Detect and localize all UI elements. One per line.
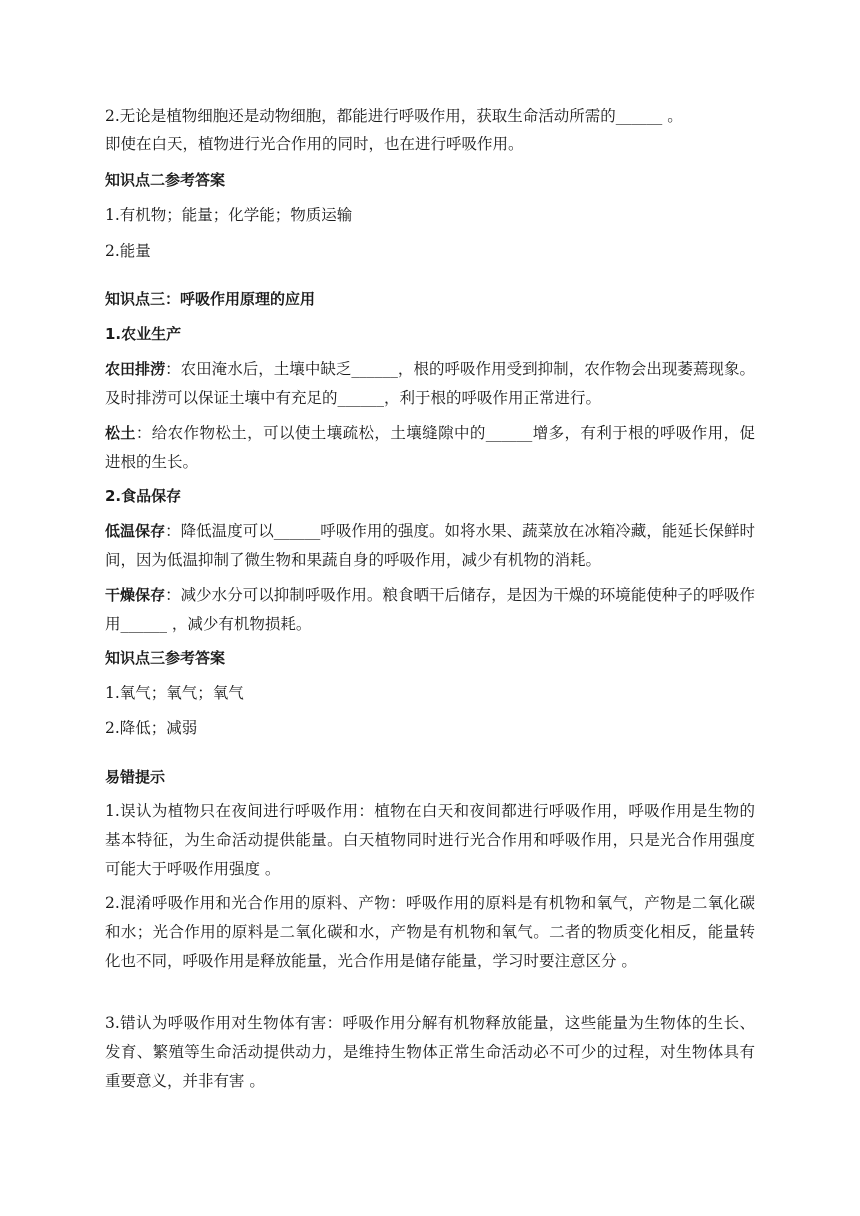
tip-1: 1.误认为植物只在夜间进行呼吸作用：植物在白天和夜间都进行呼吸作用，呼吸作用是生物的基本特征，为生命活动提供能量。白天植物同时进行光合作用和呼吸作用，只是光合作用强度可能大于呼吸作用强度 。 (105, 802, 755, 878)
paragraph-dry-storage (105, 581, 755, 639)
section2-answer-1: 1.有机物；能量；化学能；物质运输 (105, 206, 353, 224)
section3-answer-1: 1.氧气；氧气；氧气 (105, 684, 244, 702)
low-temp-text: ：降低温度可以______呼吸作用的强度。如将水果、蔬菜放在冰箱冷藏，能延长保鲜时间，因为低温抑制了微生物和果蔬自身的呼吸作用，减少有机物的消耗。 (105, 522, 755, 569)
section2-answer-2: 2.能量 (105, 242, 151, 260)
section2-answers-heading: 知识点二参考答案 (105, 171, 226, 189)
loosen-soil-text: ：给农作物松土，可以使土壤疏松，土壤缝隙中的______增多，有利于根的呼吸作用，促进根的生长。 (105, 424, 755, 471)
tip-3: 3.错认为呼吸作用对生物体有害：呼吸作用分解有机物释放能量，这些能量为生物体的生长、发育、繁殖等生命活动提供动力，是维持生物体正常生命活动必不可少的过程，对生物体具有重要意义，并非有害 。 (105, 1014, 755, 1090)
dry-storage-text: ：减少水分可以抑制呼吸作用。粮食晒干后储存，是因为干燥的环境能使种子的呼吸作用______ ，减少有机物损耗。 (105, 586, 755, 633)
loosen-soil-lead: 松土 (105, 424, 136, 442)
tip-2: 2.混淆呼吸作用和光合作用的原料、产物：呼吸作用的原料是有机物和氧气，产物是二氧化碳和水；光合作用的原料是二氧化碳和水，产物是有机物和氧气。二者的物质变化相反，能量转化也不同，呼吸作用是释放能量，光合作用是储存能量，学习时要注意区分 。 (105, 894, 755, 970)
paragraph-drainage (105, 355, 755, 413)
tips-heading: 易错提示 (105, 768, 166, 786)
item2-line2: 即使在白天，植物进行光合作用的同时，也在进行呼吸作用。 (105, 135, 524, 153)
section3-answers-heading: 知识点三参考答案 (105, 649, 226, 667)
low-temp-lead: 低温保存 (105, 522, 166, 540)
section3-heading: 知识点三：呼吸作用原理的应用 (105, 290, 316, 308)
dry-storage-lead: 干燥保存 (105, 586, 166, 604)
section3-sub2: 2.食品保存 (105, 487, 182, 505)
item2-line1: 2.无论是植物细胞还是动物细胞，都能进行呼吸作用，获取生命活动所需的______ 。 (105, 107, 683, 125)
drainage-text: ：农田淹水后，土壤中缺乏______，根的呼吸作用受到抑制，农作物会出现萎蔫现象。及时排涝可以保证土壤中有充足的______，利于根的呼吸作用正常进行。 (105, 360, 755, 407)
drainage-lead: 农田排涝 (105, 360, 166, 378)
section3-answer-2: 2.降低；减弱 (105, 719, 198, 737)
section3-sub1: 1.农业生产 (105, 325, 182, 343)
paragraph-loosen-soil (105, 419, 755, 477)
paragraph-low-temp (105, 517, 755, 575)
